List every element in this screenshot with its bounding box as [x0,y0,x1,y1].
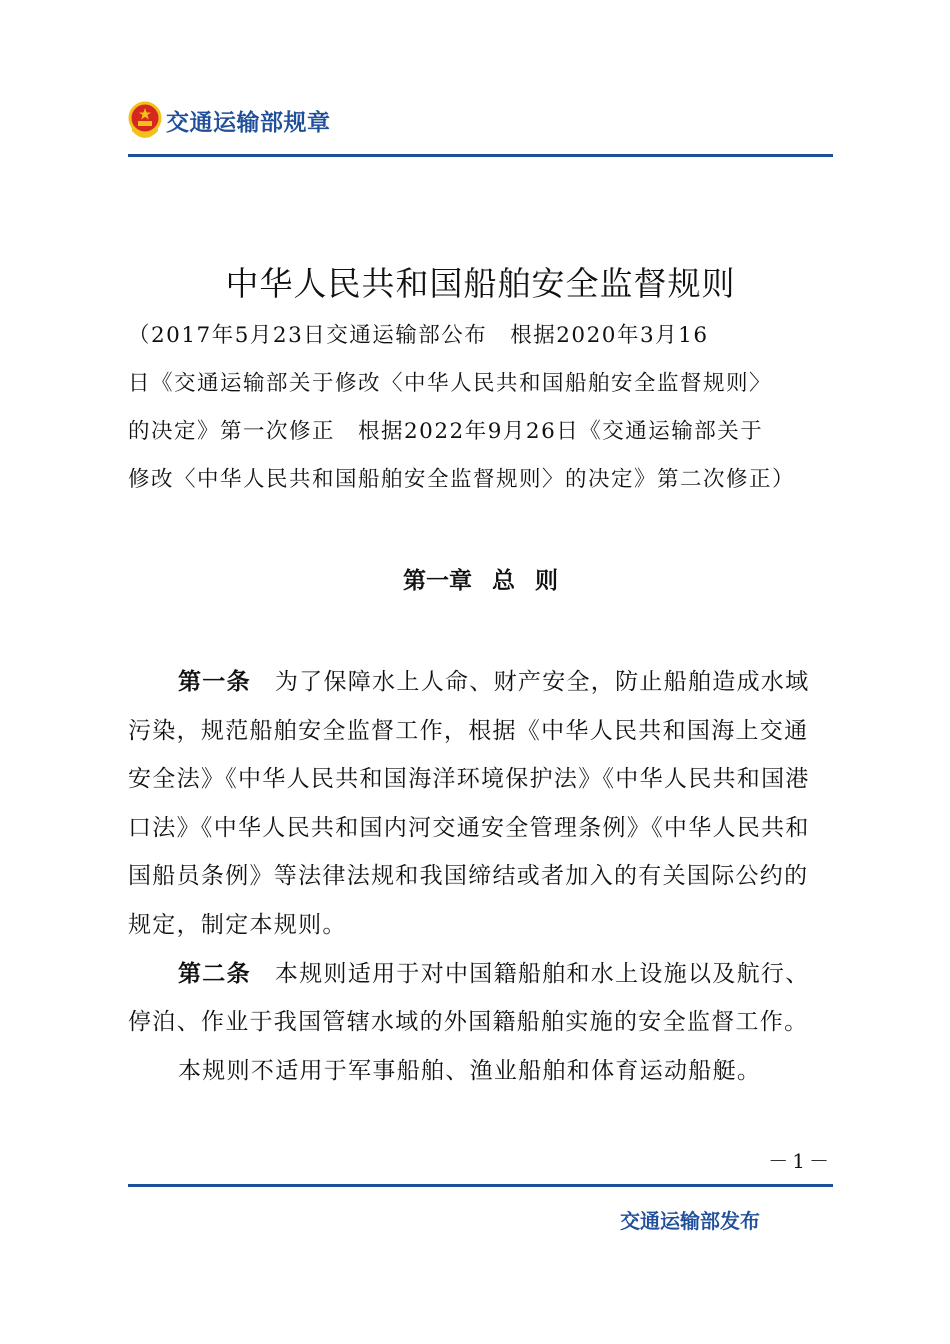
article-text: 规定，制定本规则。 [128,911,347,938]
document-subtitle [128,312,833,504]
article-paragraph: 本规则不适用于军事船舶、渔业船舶和体育运动船艇。 [178,1057,762,1084]
chapter-number: 第一章 [402,568,472,594]
footer-divider [128,1184,833,1187]
subtitle-line: 修改〈中华人民共和国船舶安全监督规则〉的决定》第二次修正） [128,467,796,492]
article-text: 本规则适用于对中国籍船舶和水上设施以及航行、 [274,960,810,987]
article-label: 第一条 [178,669,251,695]
document-title: 中华人民共和国船舶安全监督规则 [225,264,736,303]
article-label: 第二条 [178,960,251,987]
chapter-name-part2: 则 [535,568,559,594]
article-text: 污染，规范船舶安全监督工作，根据《中华人民共和国海上交通 [128,717,809,744]
article-text: 停泊、作业于我国管辖水域的外国籍船舶实施的安全监督工作。 [128,1009,809,1036]
article-text: 国船员条例》等法律法规和我国缔结或者加入的有关国际公约的 [128,863,809,890]
page-header [128,100,331,140]
chapter-name-part1: 总 [492,568,515,594]
footer-publisher: 交通运输部发布 [620,1209,760,1233]
article-text: 口法》《中华人民共和国内河交通安全管理条例》《中华人民共和 [128,814,810,841]
national-emblem-icon [128,101,162,139]
article-text: 为了保障水上人命、财产安全，防止船舶造成水域 [274,669,810,695]
chapter-heading [128,562,833,595]
article-2 [128,950,833,1096]
document-body [128,658,833,1095]
article-text: 安全法》《中华人民共和国海洋环境保护法》《中华人民共和国港 [128,766,810,793]
header-title: 交通运输部规章 [166,109,331,136]
page-number: －1－ [768,1149,833,1173]
subtitle-line: 日《交通运输部关于修改〈中华人民共和国船舶安全监督规则〉 [128,371,773,396]
header-divider [128,154,833,157]
subtitle-line: 的决定》第一次修正 根据2022年9月26日《交通运输部关于 [128,419,764,444]
article-1 [128,658,833,950]
subtitle-line: （2017年5月23日交通运输部公布 根据2020年3月16 [128,323,709,348]
